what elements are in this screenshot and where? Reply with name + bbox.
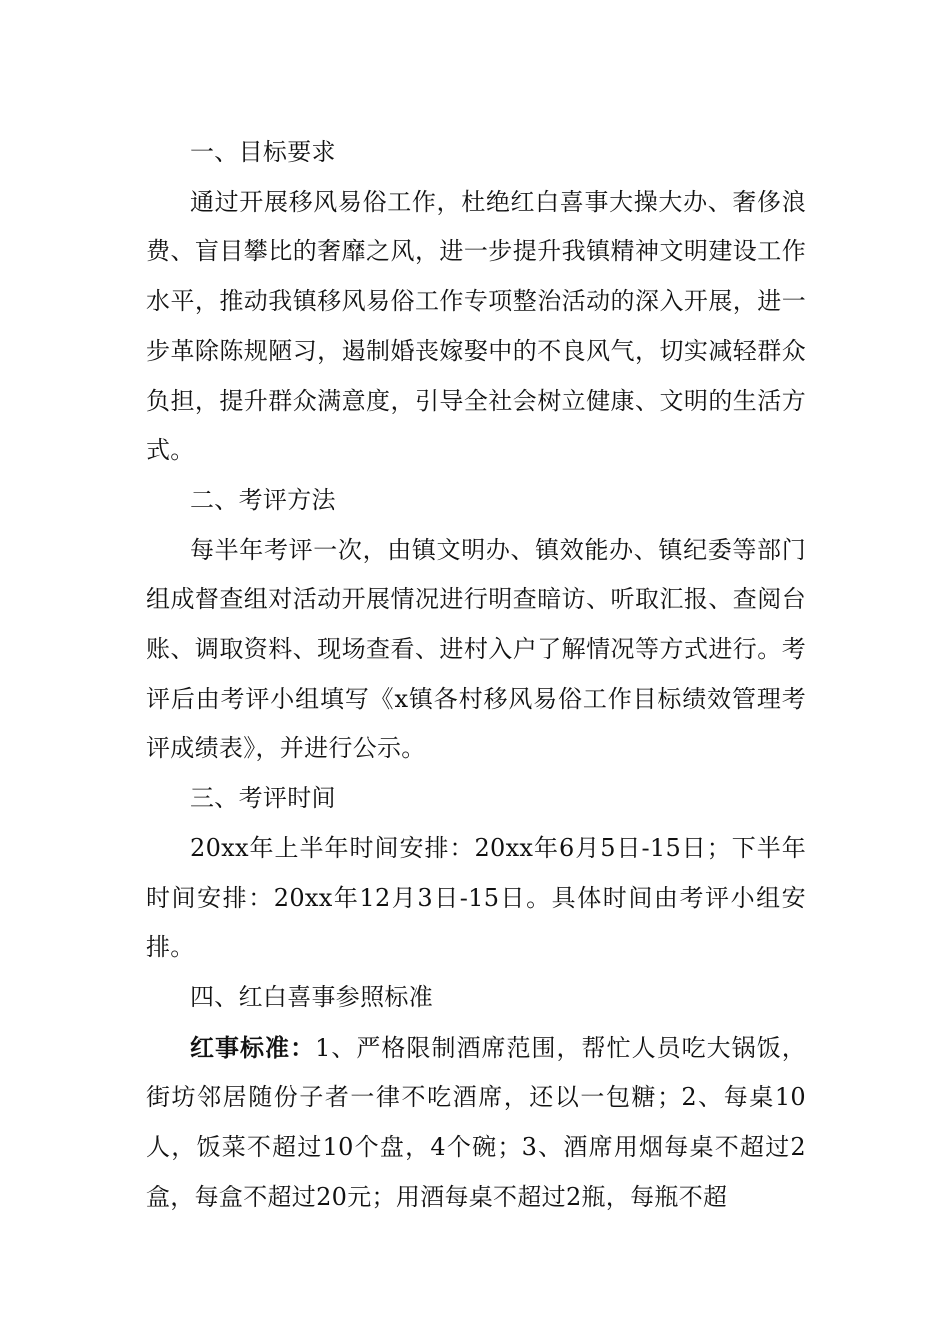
section-heading-method: 二、考评方法 <box>190 485 336 514</box>
section-paragraph-time: 20xx年上半年时间安排：20xx年6月5日-15日；下半年时间安排：20xx年12月3日-15日。具体时间由考评小组安排。 <box>146 833 806 962</box>
section-heading-standards: 四、红白喜事参照标准 <box>190 982 433 1011</box>
section-paragraph-method: 每半年考评一次，由镇文明办、镇效能办、镇纪委等部门组成督查组对活动开展情况进行明查暗访、听取汇报、查阅台账、调取资料、现场查看、进村入户了解情况等方式进行。考评后由考评小组填写《x镇各村移风易俗工作目标绩效管理考评成绩表》，并进行公示。 <box>146 535 806 763</box>
standards-text: 1、严格限制酒席范围，帮忙人员吃大锅饭，街坊邻居随份子者一律不吃酒席，还以一包糖；2、每桌10人，饭菜不超过10个盘，4个碗；3、酒席用烟每桌不超过2盒，每盒不超过20元；用酒每桌不超过2瓶，每瓶不超 <box>146 1033 806 1211</box>
section-paragraph-goals: 通过开展移风易俗工作，杜绝红白喜事大操大办、奢侈浪费、盲目攀比的奢靡之风，进一步提升我镇精神文明建设工作水平，推动我镇移风易俗工作专项整治活动的深入开展，进一步革除陈规陋习，遏制婚丧嫁娶中的不良风气，切实减轻群众负担，提升群众满意度，引导全社会树立健康、文明的生活方式。 <box>146 187 806 465</box>
section-heading-time: 三、考评时间 <box>190 784 336 813</box>
section-paragraph-standards <box>146 1023 806 1223</box>
section-heading-goals: 一、目标要求 <box>190 138 336 166</box>
document-body <box>146 128 806 1222</box>
bold-lead-label: 红事标准： <box>190 1032 316 1062</box>
